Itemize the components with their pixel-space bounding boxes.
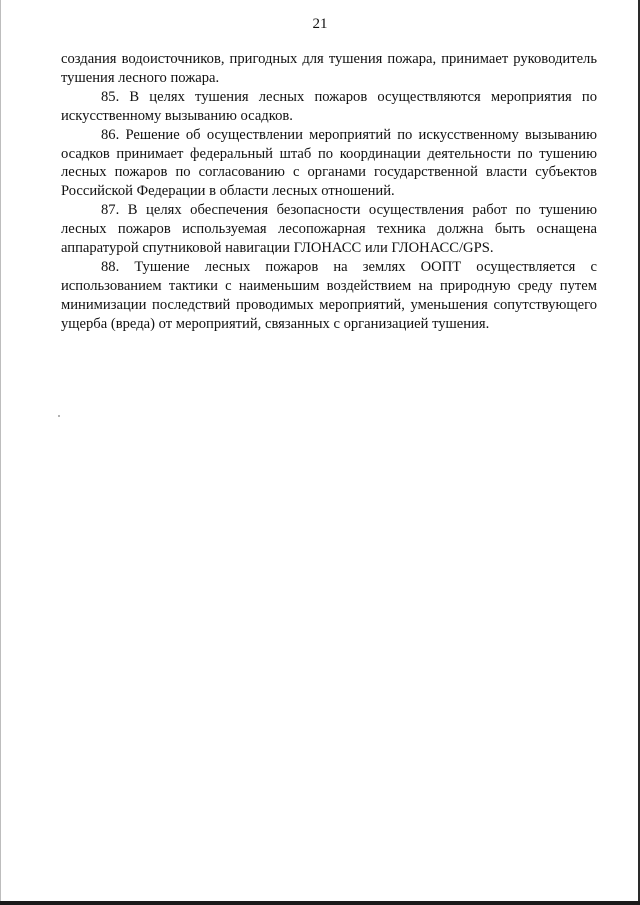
paragraph-continuation: создания водоисточников, пригодных для тушения пожара, принимает руководитель тушения лесного пожара. — [61, 51, 597, 86]
page-number: 21 — [312, 16, 328, 32]
scan-speck — [58, 415, 60, 417]
scan-bottom-edge — [0, 901, 640, 905]
document-body — [61, 50, 597, 334]
scan-left-edge — [0, 0, 1, 905]
paragraph-88: 88. Тушение лесных пожаров на землях ООПТ осуществляется с использованием тактики с наименьшим воздействием на природную среду путем минимизации последствий проводимых мероприятий, уменьшения сопутствующего ущерба (вреда) от мероприятий, связанных с организацией тушения. — [61, 258, 597, 332]
paragraph-85: 85. В целях тушения лесных пожаров осуществляются мероприятия по искусственному вызыванию осадков. — [61, 88, 597, 124]
paragraph-86: 86. Решение об осуществлении мероприятий по искусственному вызыванию осадков принимает федеральный штаб по координации деятельности по тушению лесных пожаров по согласованию с органами государственной власти субъектов Российской Федерации в области лесных отношений. — [61, 126, 597, 200]
paragraph-87: 87. В целях обеспечения безопасности осуществления работ по тушению лесных пожаров используемая лесопожарная техника должна быть оснащена аппаратурой спутниковой навигации ГЛОНАСС или ГЛОНАСС/GPS. — [61, 202, 597, 257]
